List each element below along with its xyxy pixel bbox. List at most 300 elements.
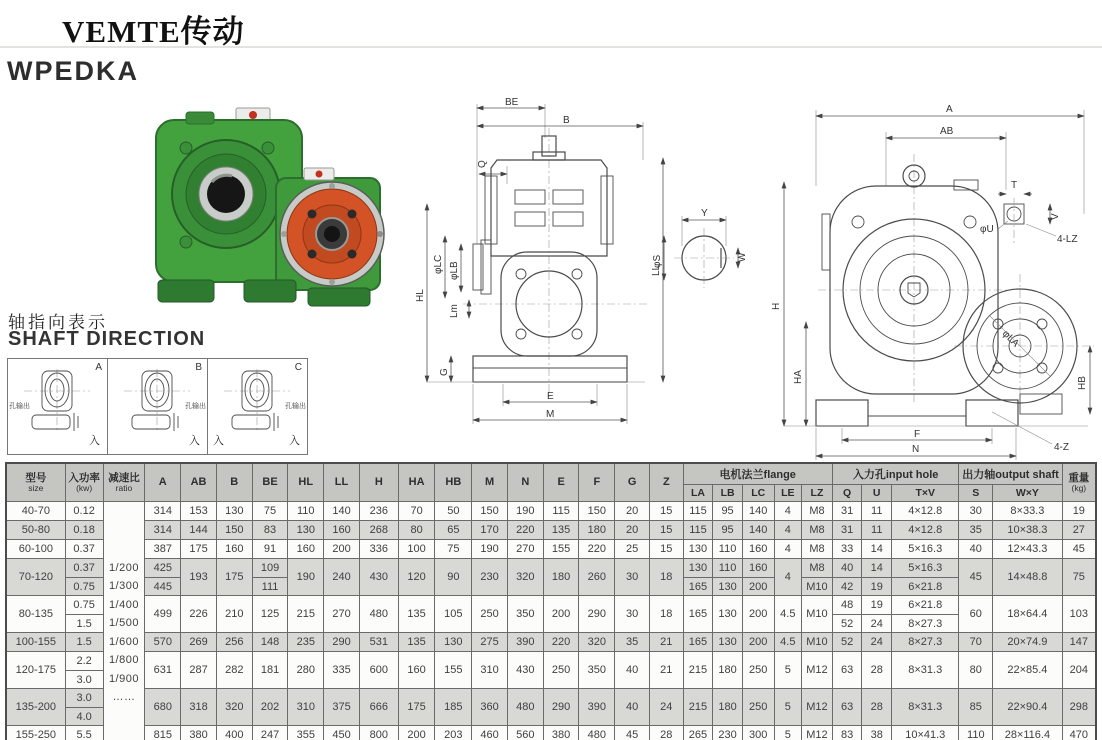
- table-cell: 499: [145, 595, 181, 632]
- table-cell: 390: [579, 688, 615, 725]
- table-cell: 18: [649, 595, 683, 632]
- table-cell: 190: [507, 501, 543, 520]
- table-cell: 30: [615, 595, 650, 632]
- table-cell: 600: [359, 651, 398, 688]
- table-cell: 35: [959, 520, 993, 539]
- dim-label-v: V: [1050, 213, 1061, 220]
- table-cell: 470: [1062, 725, 1096, 740]
- table-cell: 14×48.8: [993, 558, 1062, 595]
- table-cell: 375: [324, 688, 360, 725]
- table-cell: 8×33.3: [993, 501, 1062, 520]
- table-cell: 144: [181, 520, 217, 539]
- header-q: Q: [832, 484, 862, 501]
- table-row: [6, 632, 1096, 651]
- table-cell: [832, 558, 862, 595]
- table-cell: M8: [802, 520, 833, 539]
- page-title: WPEDKA: [7, 56, 139, 86]
- table-cell: 18×64.4: [993, 595, 1062, 632]
- table-cell: 83: [832, 725, 862, 740]
- table-cell: 220: [543, 632, 579, 651]
- table-cell: 314: [145, 501, 181, 520]
- table-cell: 298: [1062, 688, 1096, 725]
- table-cell: [892, 595, 959, 632]
- table-cell: 165: [683, 632, 713, 651]
- dim-label-ll: LL: [651, 264, 662, 276]
- variant-letter: C: [294, 362, 302, 373]
- brand-title: VEMTE传动: [62, 14, 245, 49]
- table-cell: 147: [1062, 632, 1096, 651]
- table-subcell: 0.37: [73, 561, 95, 574]
- dim-label-phis: φS: [652, 254, 663, 268]
- table-cell: 160: [742, 539, 774, 558]
- table-cell: 290: [324, 632, 360, 651]
- header-u: U: [862, 484, 892, 501]
- table-cell: 110: [959, 725, 993, 740]
- gearbox-glyph-icon: [22, 369, 92, 433]
- gearbox-glyph-icon: [122, 369, 192, 433]
- input-label: 入: [289, 435, 300, 447]
- header-dim: H: [359, 463, 398, 501]
- table-cell: 50: [435, 501, 472, 520]
- table-cell: 210: [216, 595, 252, 632]
- table-cell: 320: [507, 558, 543, 595]
- dim-label-a: A: [946, 104, 953, 115]
- table-cell: 105: [435, 595, 472, 632]
- header-s: S: [959, 484, 993, 501]
- table-cell: 4: [774, 558, 802, 595]
- table-cell: 4: [774, 501, 802, 520]
- table-subcell: 425: [153, 561, 172, 574]
- table-cell: 4×12.8: [892, 520, 959, 539]
- table-cell: 318: [181, 688, 217, 725]
- table-cell: 282: [216, 651, 252, 688]
- output-label: 孔输出: [185, 403, 206, 410]
- table-cell: 140: [742, 501, 774, 520]
- table-cell: 20: [615, 520, 650, 539]
- input-label: 入: [213, 435, 224, 447]
- table-cell: 269: [181, 632, 217, 651]
- table-cell: 560: [507, 725, 543, 740]
- spec-table-head: [6, 463, 1096, 501]
- table-row: [6, 595, 1096, 632]
- header-dim: G: [615, 463, 650, 501]
- table-cell: 190: [288, 558, 324, 595]
- table-cell: 320: [216, 688, 252, 725]
- table-subcell: 3.0: [66, 670, 103, 688]
- table-cell: [862, 595, 892, 632]
- table-cell: [252, 558, 288, 595]
- table-cell: 15: [649, 501, 683, 520]
- dim-label-hb: HB: [1077, 376, 1088, 390]
- table-cell: 155: [435, 651, 472, 688]
- header-lb: LB: [713, 484, 743, 501]
- table-cell: 10×41.3: [892, 725, 959, 740]
- dim-label-4z: 4-Z: [1054, 442, 1069, 453]
- table-cell: 680: [145, 688, 181, 725]
- table-subcell: 1.5: [66, 614, 103, 632]
- table-subcell: M10: [802, 577, 832, 595]
- table-cell: 200: [742, 595, 774, 632]
- table-cell: 160: [398, 651, 435, 688]
- table-row: [6, 520, 1096, 539]
- table-cell: 320: [579, 632, 615, 651]
- dim-label-lc: φLC: [433, 254, 444, 274]
- table-cell: 235: [288, 632, 324, 651]
- table-cell: 115: [543, 501, 579, 520]
- header-output-group: 出力轴output shaft: [959, 463, 1062, 484]
- table-cell: 95: [713, 520, 743, 539]
- table-cell: 175: [398, 688, 435, 725]
- table-cell: 275: [472, 632, 508, 651]
- header-dim: LL: [324, 463, 360, 501]
- table-cell: 140: [324, 501, 360, 520]
- table-subcell: 165: [684, 577, 713, 595]
- table-cell: 268: [359, 520, 398, 539]
- cell-size: 155-250: [6, 725, 65, 740]
- table-cell: 103: [1062, 595, 1096, 632]
- table-cell: 355: [288, 725, 324, 740]
- table-cell: 15: [649, 520, 683, 539]
- input-label: 入: [189, 435, 200, 447]
- table-cell: 240: [324, 558, 360, 595]
- table-cell: 8×31.3: [892, 688, 959, 725]
- dim-label-g: G: [439, 368, 450, 376]
- table-cell: 155: [543, 539, 579, 558]
- table-cell: 65: [435, 520, 472, 539]
- cell-power: 0.12: [65, 501, 103, 520]
- dim-label-b: B: [563, 115, 570, 126]
- gearbox-photo-illustration: [128, 96, 390, 310]
- table-cell: 80: [959, 651, 993, 688]
- table-cell: 5: [774, 651, 802, 688]
- table-cell: 75: [252, 501, 288, 520]
- gearbox-glyph-icon: [222, 369, 292, 433]
- table-cell: 335: [324, 651, 360, 688]
- header-dim: E: [543, 463, 579, 501]
- shaft-direction-boxes: [8, 358, 308, 455]
- dim-label-4lz: 4-LZ: [1057, 234, 1078, 245]
- table-cell: 310: [288, 688, 324, 725]
- table-cell: 250: [742, 651, 774, 688]
- ratio-value: 1/400: [108, 598, 139, 611]
- table-cell: 350: [507, 595, 543, 632]
- table-cell: M12: [802, 651, 833, 688]
- table-cell: 181: [252, 651, 288, 688]
- dim-label-e: E: [547, 391, 554, 402]
- table-cell: 130: [683, 539, 713, 558]
- table-cell: M12: [802, 688, 833, 725]
- table-subcell: 4.0: [66, 707, 103, 725]
- table-cell: 20×74.9: [993, 632, 1062, 651]
- table-cell: 390: [507, 632, 543, 651]
- cell-power: 1.5: [65, 632, 103, 651]
- table-subcell: 8×27.3: [892, 614, 958, 632]
- table-cell: 100: [398, 539, 435, 558]
- cell-ratio-list: [103, 501, 145, 740]
- table-subcell: 6×21.8: [908, 598, 943, 611]
- table-subcell: 110: [718, 561, 737, 574]
- table-cell: 38: [862, 725, 892, 740]
- table-cell: 130: [435, 632, 472, 651]
- table-cell: 175: [216, 558, 252, 595]
- table-cell: 40: [959, 539, 993, 558]
- cell-power: [65, 651, 103, 688]
- table-cell: 203: [435, 725, 472, 740]
- table-cell: 300: [742, 725, 774, 740]
- table-cell: 153: [181, 501, 217, 520]
- table-cell: 250: [543, 651, 579, 688]
- table-cell: 135: [398, 632, 435, 651]
- cell-power: [65, 595, 103, 632]
- table-cell: 250: [472, 595, 508, 632]
- table-cell: 30: [615, 558, 650, 595]
- table-subcell: 5×16.3: [908, 561, 943, 574]
- header-power: 入功率 (kw): [65, 463, 103, 501]
- dim-label-m: M: [546, 409, 555, 420]
- spec-table-body: [6, 501, 1096, 740]
- variant-letter: A: [95, 362, 102, 373]
- table-cell: 28: [862, 688, 892, 725]
- table-cell: 14: [862, 539, 892, 558]
- table-cell: 110: [713, 539, 743, 558]
- table-cell: 400: [216, 725, 252, 740]
- table-row: [6, 501, 1096, 520]
- dim-label-n: N: [912, 444, 920, 455]
- table-cell: 63: [832, 688, 862, 725]
- shaft-direction-title-cn: 轴指向表示: [8, 313, 108, 332]
- table-cell: 290: [543, 688, 579, 725]
- table-subcell: 0.75: [73, 598, 95, 611]
- cell-size: 50-80: [6, 520, 65, 539]
- header-dim: AB: [181, 463, 217, 501]
- table-cell: 160: [216, 539, 252, 558]
- cell-size: 70-120: [6, 558, 65, 595]
- ratio-value: 1/200: [108, 561, 139, 574]
- table-cell: 18: [649, 558, 683, 595]
- table-cell: 193: [181, 558, 217, 595]
- table-cell: 200: [398, 725, 435, 740]
- table-subcell: 19: [870, 598, 883, 611]
- table-cell: 256: [216, 632, 252, 651]
- table-cell: 27: [1062, 520, 1096, 539]
- header-dim: HA: [398, 463, 435, 501]
- table-cell: 387: [145, 539, 181, 558]
- table-subcell: 130: [713, 577, 742, 595]
- table-cell: 130: [713, 632, 743, 651]
- cell-power: [65, 688, 103, 725]
- table-cell: 290: [579, 595, 615, 632]
- header-ratio: 减速比 ratio: [103, 463, 145, 501]
- table-cell: 480: [359, 595, 398, 632]
- table-cell: 140: [742, 520, 774, 539]
- table-cell: 10×38.3: [993, 520, 1062, 539]
- dim-label-h: H: [771, 302, 782, 310]
- table-cell: 31: [832, 520, 862, 539]
- table-subcell: 6×21.8: [892, 577, 958, 595]
- cell-size: 100-155: [6, 632, 65, 651]
- table-row: [6, 725, 1096, 740]
- table-subcell: 14: [870, 561, 883, 574]
- header-dim: HL: [288, 463, 324, 501]
- header-flange-group: 电机法兰flange: [683, 463, 832, 484]
- output-label: 孔输出: [9, 403, 30, 410]
- header-le: LE: [774, 484, 802, 501]
- table-row: [6, 688, 1096, 725]
- table-cell: 270: [507, 539, 543, 558]
- ratio-value: 1/800: [108, 654, 139, 666]
- table-cell: 220: [579, 539, 615, 558]
- header-weight: 重量 (kg): [1062, 463, 1096, 501]
- table-subcell: 0.75: [66, 577, 103, 595]
- table-cell: 180: [713, 651, 743, 688]
- shaft-direction-variant-b: [107, 358, 208, 455]
- table-subcell: 200: [743, 577, 774, 595]
- header-dim: Z: [649, 463, 683, 501]
- table-subcell: 40: [840, 561, 854, 574]
- table-cell: 215: [683, 651, 713, 688]
- table-cell: 52: [832, 632, 862, 651]
- table-cell: 91: [252, 539, 288, 558]
- table-cell: 280: [288, 651, 324, 688]
- variant-letter: B: [195, 362, 202, 373]
- table-cell: 85: [959, 688, 993, 725]
- table-cell: 230: [713, 725, 743, 740]
- table-cell: 4×12.8: [892, 501, 959, 520]
- table-cell: 28: [862, 651, 892, 688]
- dim-label-hl: HL: [415, 289, 426, 302]
- table-cell: 8×31.3: [892, 651, 959, 688]
- table-cell: [713, 558, 743, 595]
- dim-label-ab: AB: [940, 126, 954, 137]
- dim-label-phiu: φU: [980, 224, 994, 235]
- table-cell: 130: [216, 501, 252, 520]
- header-txv: T×V: [892, 484, 959, 501]
- front-view-drawing: [415, 94, 680, 460]
- table-cell: 180: [579, 520, 615, 539]
- dim-label-lm: Lm: [449, 304, 460, 318]
- table-cell: 450: [324, 725, 360, 740]
- table-cell: 24: [649, 688, 683, 725]
- table-cell: 350: [579, 651, 615, 688]
- dim-label-f: F: [914, 429, 921, 440]
- table-cell: [862, 558, 892, 595]
- header-la: LA: [683, 484, 713, 501]
- table-cell: M10: [802, 632, 833, 651]
- table-cell: [742, 558, 774, 595]
- output-label: 孔输出: [285, 403, 306, 410]
- table-cell: 45: [959, 558, 993, 595]
- table-cell: 180: [543, 558, 579, 595]
- table-subcell: 42: [833, 577, 862, 595]
- table-cell: 28: [649, 725, 683, 740]
- shaft-direction-variant-a: [7, 358, 108, 455]
- table-subcell: 3.0: [76, 691, 92, 704]
- table-cell: 11: [862, 520, 892, 539]
- ratio-value: 1/600: [108, 635, 139, 648]
- table-cell: 70: [959, 632, 993, 651]
- table-cell: 4: [774, 539, 802, 558]
- table-cell: 287: [181, 651, 217, 688]
- cell-power: 0.18: [65, 520, 103, 539]
- header-divider: [0, 46, 1102, 48]
- header-input-group: 入力孔input hole: [832, 463, 959, 484]
- table-cell: 45: [615, 725, 650, 740]
- table-subcell: 52: [833, 614, 862, 632]
- table-cell: 95: [713, 501, 743, 520]
- table-cell: 190: [472, 539, 508, 558]
- table-cell: M8: [802, 539, 833, 558]
- table-row: [6, 651, 1096, 688]
- header-size: 型号 size: [6, 463, 65, 501]
- table-cell: 130: [288, 520, 324, 539]
- table-row: [6, 558, 1096, 595]
- table-subcell: 2.2: [76, 654, 92, 667]
- table-cell: 45: [1062, 539, 1096, 558]
- table-cell: [802, 558, 833, 595]
- table-cell: 310: [472, 651, 508, 688]
- table-cell: 120: [398, 558, 435, 595]
- header-dim: M: [472, 463, 508, 501]
- dim-label-w: W: [737, 252, 748, 262]
- table-cell: 35: [615, 632, 650, 651]
- table-cell: 63: [832, 651, 862, 688]
- input-label: 入: [89, 435, 100, 447]
- product-photo: [128, 96, 390, 310]
- cell-size: 40-70: [6, 501, 65, 520]
- header-dim: A: [145, 463, 181, 501]
- header-dim: HB: [435, 463, 472, 501]
- table-cell: 226: [181, 595, 217, 632]
- table-cell: 150: [579, 501, 615, 520]
- ratio-value: ……: [112, 691, 136, 703]
- table-cell: 570: [145, 632, 181, 651]
- table-cell: 265: [683, 725, 713, 740]
- table-cell: 4.5: [774, 632, 802, 651]
- cell-size: 135-200: [6, 688, 65, 725]
- table-cell: 360: [472, 688, 508, 725]
- header-dim: BE: [252, 463, 288, 501]
- table-cell: M12: [802, 725, 833, 740]
- table-cell: 25: [615, 539, 650, 558]
- ratio-value: 1/300: [108, 580, 139, 592]
- table-cell: 815: [145, 725, 181, 740]
- header-dim: B: [216, 463, 252, 501]
- table-cell: 460: [472, 725, 508, 740]
- table-subcell: 48: [840, 598, 854, 611]
- table-cell: 230: [472, 558, 508, 595]
- cell-power: 0.37: [65, 539, 103, 558]
- table-cell: 70: [398, 501, 435, 520]
- dim-label-q: Q: [477, 160, 488, 168]
- table-cell: 5×16.3: [892, 539, 959, 558]
- side-view-svg: [758, 94, 1098, 460]
- side-view-drawing: [758, 94, 1098, 460]
- table-cell: 80: [398, 520, 435, 539]
- header-dim: F: [579, 463, 615, 501]
- table-cell: 115: [683, 501, 713, 520]
- table-cell: 15: [649, 539, 683, 558]
- table-subcell: 160: [749, 561, 768, 574]
- cell-power: 5.5: [65, 725, 103, 740]
- table-cell: 150: [216, 520, 252, 539]
- table-cell: 220: [507, 520, 543, 539]
- table-cell: 5: [774, 725, 802, 740]
- table-subcell: 109: [260, 561, 280, 574]
- cell-size: 80-135: [6, 595, 65, 632]
- table-cell: 200: [742, 632, 774, 651]
- table-cell: 148: [252, 632, 288, 651]
- shaft-section-drawing: [648, 198, 758, 303]
